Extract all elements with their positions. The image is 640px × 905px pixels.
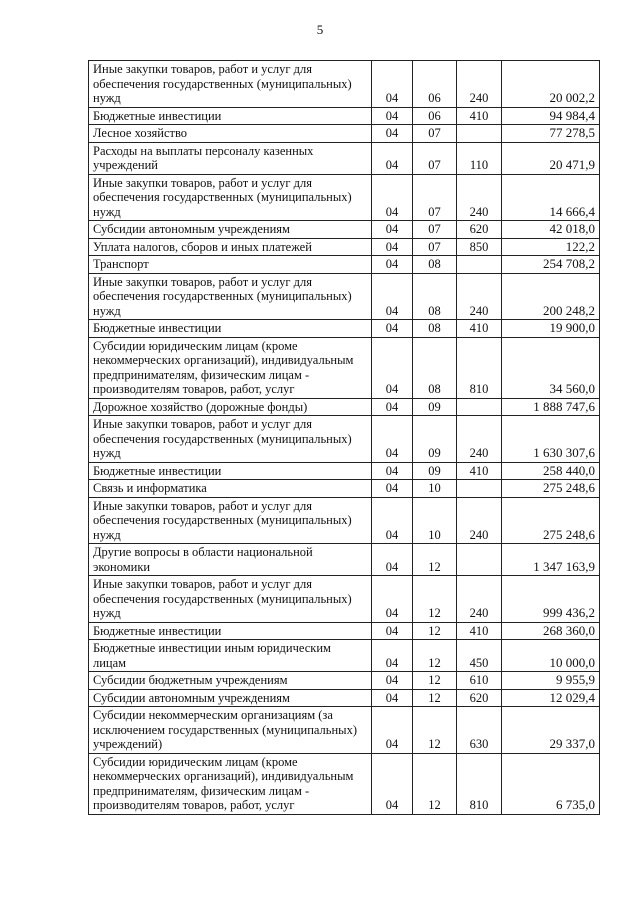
expense-name-cell: Субсидии автономным учреждениям <box>89 221 372 239</box>
amount-cell: 29 337,0 <box>502 707 600 754</box>
table-row <box>89 398 600 416</box>
expense-type-cell <box>457 125 502 143</box>
expense-type-cell: 810 <box>457 337 502 398</box>
expense-name-cell: Иные закупки товаров, работ и услуг для обеспечения государственных (муниципальных) нужд <box>89 497 372 544</box>
expense-name-cell: Иные закупки товаров, работ и услуг для обеспечения государственных (муниципальных) нужд <box>89 273 372 320</box>
table-row <box>89 480 600 498</box>
section-code-cell: 04 <box>372 497 413 544</box>
table-row <box>89 61 600 108</box>
subsection-code-cell: 06 <box>413 61 457 108</box>
expense-type-cell <box>457 398 502 416</box>
amount-cell: 122,2 <box>502 238 600 256</box>
amount-cell: 9 955,9 <box>502 672 600 690</box>
amount-cell: 268 360,0 <box>502 622 600 640</box>
amount-cell: 20 471,9 <box>502 142 600 174</box>
expense-name-cell: Лесное хозяйство <box>89 125 372 143</box>
section-code-cell: 04 <box>372 273 413 320</box>
section-code-cell: 04 <box>372 142 413 174</box>
expense-type-cell: 610 <box>457 672 502 690</box>
table-row <box>89 273 600 320</box>
section-code-cell: 04 <box>372 256 413 274</box>
expense-name-cell: Бюджетные инвестиции <box>89 107 372 125</box>
expense-name-cell: Субсидии бюджетным учреждениям <box>89 672 372 690</box>
subsection-code-cell: 09 <box>413 462 457 480</box>
amount-cell: 34 560,0 <box>502 337 600 398</box>
expense-name-cell: Субсидии юридическим лицам (кроме некоммерческих организаций), индивидуальным предпринимателям, физическим лицам - производителям товаров, работ, услуг <box>89 753 372 814</box>
table-row <box>89 576 600 623</box>
expense-type-cell: 240 <box>457 576 502 623</box>
subsection-code-cell: 12 <box>413 622 457 640</box>
expense-name-cell: Иные закупки товаров, работ и услуг для обеспечения государственных (муниципальных) нужд <box>89 416 372 463</box>
subsection-code-cell: 07 <box>413 142 457 174</box>
amount-cell: 42 018,0 <box>502 221 600 239</box>
section-code-cell: 04 <box>372 125 413 143</box>
expense-type-cell: 630 <box>457 707 502 754</box>
subsection-code-cell: 12 <box>413 576 457 623</box>
subsection-code-cell: 09 <box>413 398 457 416</box>
amount-cell: 94 984,4 <box>502 107 600 125</box>
expense-type-cell: 850 <box>457 238 502 256</box>
table-row <box>89 142 600 174</box>
expense-name-cell: Субсидии некоммерческим организациям (за исключением государственных (муниципальных) учреждений) <box>89 707 372 754</box>
expense-name-cell: Субсидии автономным учреждениям <box>89 689 372 707</box>
subsection-code-cell: 06 <box>413 107 457 125</box>
subsection-code-cell: 12 <box>413 753 457 814</box>
expense-type-cell: 450 <box>457 640 502 672</box>
section-code-cell: 04 <box>372 576 413 623</box>
section-code-cell: 04 <box>372 640 413 672</box>
table-row <box>89 256 600 274</box>
amount-cell: 258 440,0 <box>502 462 600 480</box>
expense-name-cell: Транспорт <box>89 256 372 274</box>
amount-cell: 275 248,6 <box>502 497 600 544</box>
expense-type-cell: 240 <box>457 416 502 463</box>
expense-name-cell: Субсидии юридическим лицам (кроме некоммерческих организаций), индивидуальным предпринимателям, физическим лицам - производителям товаров, работ, услуг <box>89 337 372 398</box>
section-code-cell: 04 <box>372 320 413 338</box>
expense-type-cell <box>457 256 502 274</box>
table-row <box>89 753 600 814</box>
amount-cell: 1 888 747,6 <box>502 398 600 416</box>
expense-name-cell: Связь и информатика <box>89 480 372 498</box>
budget-table-body <box>89 61 600 815</box>
amount-cell: 1 630 307,6 <box>502 416 600 463</box>
subsection-code-cell: 10 <box>413 497 457 544</box>
subsection-code-cell: 12 <box>413 707 457 754</box>
table-row <box>89 544 600 576</box>
section-code-cell: 04 <box>372 707 413 754</box>
expense-name-cell: Бюджетные инвестиции иным юридическим лицам <box>89 640 372 672</box>
expense-type-cell <box>457 480 502 498</box>
amount-cell: 10 000,0 <box>502 640 600 672</box>
expense-name-cell: Иные закупки товаров, работ и услуг для обеспечения государственных (муниципальных) нужд <box>89 174 372 221</box>
subsection-code-cell: 07 <box>413 238 457 256</box>
expense-name-cell: Бюджетные инвестиции <box>89 622 372 640</box>
subsection-code-cell: 07 <box>413 221 457 239</box>
table-row <box>89 107 600 125</box>
expense-type-cell <box>457 544 502 576</box>
amount-cell: 19 900,0 <box>502 320 600 338</box>
expense-name-cell: Бюджетные инвестиции <box>89 320 372 338</box>
expense-type-cell: 110 <box>457 142 502 174</box>
expense-type-cell: 240 <box>457 174 502 221</box>
section-code-cell: 04 <box>372 61 413 108</box>
expense-type-cell: 410 <box>457 107 502 125</box>
table-row <box>89 125 600 143</box>
amount-cell: 1 347 163,9 <box>502 544 600 576</box>
table-row <box>89 221 600 239</box>
table-row <box>89 320 600 338</box>
expense-type-cell: 620 <box>457 689 502 707</box>
section-code-cell: 04 <box>372 221 413 239</box>
section-code-cell: 04 <box>372 238 413 256</box>
expense-name-cell: Другие вопросы в области национальной экономики <box>89 544 372 576</box>
page-number: 5 <box>316 22 324 37</box>
section-code-cell: 04 <box>372 398 413 416</box>
section-code-cell: 04 <box>372 480 413 498</box>
table-row <box>89 640 600 672</box>
budget-table <box>88 60 600 815</box>
section-code-cell: 04 <box>372 622 413 640</box>
table-row <box>89 689 600 707</box>
table-row <box>89 337 600 398</box>
subsection-code-cell: 07 <box>413 125 457 143</box>
amount-cell: 254 708,2 <box>502 256 600 274</box>
expense-name-cell: Расходы на выплаты персоналу казенных учреждений <box>89 142 372 174</box>
table-row <box>89 707 600 754</box>
amount-cell: 20 002,2 <box>502 61 600 108</box>
expense-type-cell: 410 <box>457 462 502 480</box>
table-row <box>89 238 600 256</box>
table-row <box>89 497 600 544</box>
subsection-code-cell: 08 <box>413 273 457 320</box>
expense-type-cell: 240 <box>457 273 502 320</box>
table-row <box>89 174 600 221</box>
amount-cell: 999 436,2 <box>502 576 600 623</box>
section-code-cell: 04 <box>372 753 413 814</box>
expense-type-cell: 240 <box>457 497 502 544</box>
table-row <box>89 622 600 640</box>
section-code-cell: 04 <box>372 174 413 221</box>
amount-cell: 200 248,2 <box>502 273 600 320</box>
subsection-code-cell: 09 <box>413 416 457 463</box>
section-code-cell: 04 <box>372 672 413 690</box>
subsection-code-cell: 08 <box>413 337 457 398</box>
expense-type-cell: 810 <box>457 753 502 814</box>
section-code-cell: 04 <box>372 337 413 398</box>
subsection-code-cell: 12 <box>413 672 457 690</box>
expense-type-cell: 620 <box>457 221 502 239</box>
subsection-code-cell: 07 <box>413 174 457 221</box>
expense-type-cell: 410 <box>457 320 502 338</box>
subsection-code-cell: 08 <box>413 320 457 338</box>
subsection-code-cell: 12 <box>413 689 457 707</box>
subsection-code-cell: 12 <box>413 640 457 672</box>
amount-cell: 14 666,4 <box>502 174 600 221</box>
expense-name-cell: Уплата налогов, сборов и иных платежей <box>89 238 372 256</box>
table-row <box>89 672 600 690</box>
section-code-cell: 04 <box>372 107 413 125</box>
table-row <box>89 462 600 480</box>
subsection-code-cell: 12 <box>413 544 457 576</box>
expense-type-cell: 240 <box>457 61 502 108</box>
expense-name-cell: Дорожное хозяйство (дорожные фонды) <box>89 398 372 416</box>
table-row <box>89 416 600 463</box>
expense-type-cell: 410 <box>457 622 502 640</box>
section-code-cell: 04 <box>372 416 413 463</box>
expense-name-cell: Бюджетные инвестиции <box>89 462 372 480</box>
amount-cell: 275 248,6 <box>502 480 600 498</box>
section-code-cell: 04 <box>372 689 413 707</box>
expense-name-cell: Иные закупки товаров, работ и услуг для обеспечения государственных (муниципальных) нужд <box>89 61 372 108</box>
expense-name-cell: Иные закупки товаров, работ и услуг для обеспечения государственных (муниципальных) нужд <box>89 576 372 623</box>
subsection-code-cell: 10 <box>413 480 457 498</box>
subsection-code-cell: 08 <box>413 256 457 274</box>
section-code-cell: 04 <box>372 462 413 480</box>
amount-cell: 6 735,0 <box>502 753 600 814</box>
amount-cell: 77 278,5 <box>502 125 600 143</box>
amount-cell: 12 029,4 <box>502 689 600 707</box>
section-code-cell: 04 <box>372 544 413 576</box>
